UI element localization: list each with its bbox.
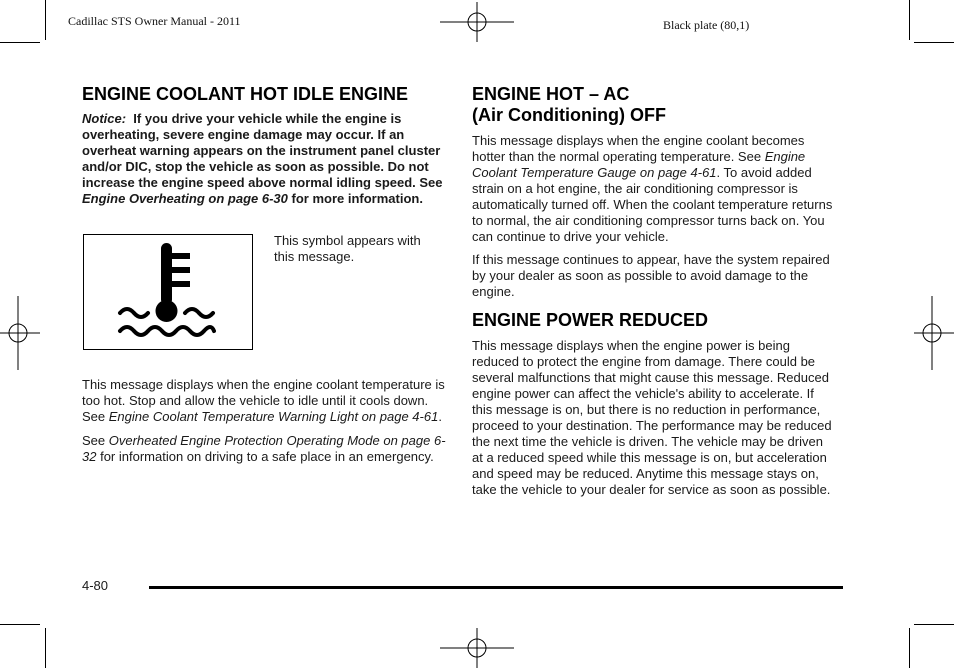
section-heading-engine-hot-ac-off xyxy=(472,84,837,126)
header-plate: Black plate (80,1) xyxy=(663,18,750,32)
engine-hot-paragraph xyxy=(472,133,837,245)
notice-paragraph xyxy=(82,111,447,207)
notice-text: If you drive your vehicle while the engine is overheating, severe engine damage may occur. If an overheat warning appears on the instrument panel cluster and/or DIC, stop the vehicle as soon as possible. Do not increase the engine speed above normal idling speed. See xyxy=(82,111,443,190)
notice-reference: Engine Overheating on page 6-30 xyxy=(82,191,288,206)
heading-line-1: ENGINE HOT – AC xyxy=(472,84,630,104)
engine-coolant-temperature-icon xyxy=(84,235,252,349)
symbol-caption: This symbol appears with this message. xyxy=(274,233,421,264)
overheat-protection-text: for information on driving to a safe place in an emergency. xyxy=(96,449,434,464)
overheat-protection-reference: Overheated Engine Protection Operating Mode on page 6-32 xyxy=(82,433,446,464)
notice-label: Notice: xyxy=(82,111,127,126)
left-column xyxy=(82,84,447,207)
registration-mark-left xyxy=(0,296,40,370)
footer-rule xyxy=(149,586,843,589)
registration-mark-right xyxy=(914,296,954,370)
engine-hot-repair-paragraph: If this message continues to appear, have the system repaired by your dealer as soon as possible to avoid damage to the engine. xyxy=(472,252,830,299)
overheat-protection-paragraph xyxy=(82,433,447,465)
notice-text-end: for more information. xyxy=(287,191,423,206)
page-number: 4-80 xyxy=(82,578,109,593)
header-title: Cadillac STS Owner Manual - 2011 xyxy=(68,14,241,28)
overheat-see: See xyxy=(82,433,109,448)
registration-mark-top xyxy=(440,2,514,42)
coolant-gauge-reference: Engine Coolant Temperature Gauge on page 4-61 xyxy=(472,149,806,180)
coolant-hot-paragraph xyxy=(82,377,447,425)
heading-line-2: (Air Conditioning) OFF xyxy=(472,105,666,125)
symbol-box xyxy=(83,234,253,350)
coolant-hot-text-end: . xyxy=(438,409,442,424)
section-heading-engine-power-reduced: ENGINE POWER REDUCED xyxy=(472,310,709,330)
left-column-body xyxy=(82,377,447,465)
engine-power-reduced-paragraph: This message displays when the engine power is being reduced to protect the engine from damage. There could be several malfunctions that might cause this message. Reduced engine power can affect the vehicle's ability to accelerate. If this message is on, but there is no reduction in performance, proceed to your destination. The performance may be reduced the next time the vehicle is driven. The vehicle may be driven at a reduced speed while this message is on, but acceleration and speed may be reduced. Anytime this message stays on, take the vehicle to your dealer for service as soon as possible. xyxy=(472,338,832,497)
engine-hot-text-end: . To avoid added strain on a hot engine, the air conditioning compressor is automatically turned off. When the coolant temperature returns to normal, the air conditioning compressor turns back on. You can continue to drive your vehicle. xyxy=(472,165,833,244)
registration-mark-bottom xyxy=(440,628,514,668)
right-column xyxy=(472,84,837,498)
coolant-warning-reference: Engine Coolant Temperature Warning Light on page 4-61 xyxy=(108,409,439,424)
section-heading-coolant-hot: ENGINE COOLANT HOT IDLE ENGINE xyxy=(82,84,409,104)
engine-hot-text: This message displays when the engine coolant becomes hotter than the normal operating temperature. See xyxy=(472,133,805,164)
coolant-hot-text: This message displays when the engine coolant temperature is too hot. Stop and allow the vehicle to idle until it cools down. See xyxy=(82,377,445,424)
